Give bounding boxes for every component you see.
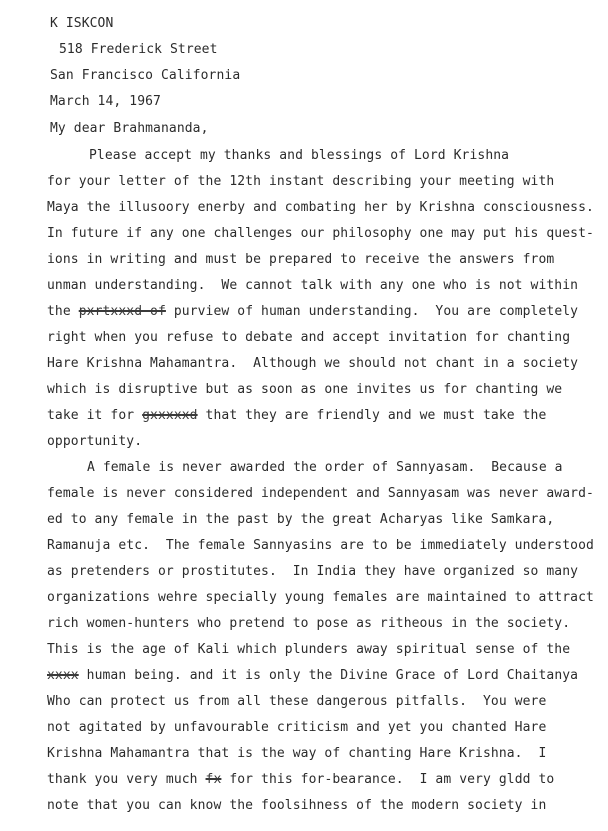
p1-line-7-pre: the [47, 304, 79, 319]
p1-line-6: unman understanding. We cannot talk with any one who is not within [47, 278, 579, 293]
p1-line-7-post: purview of human understanding. You are completely [165, 304, 579, 319]
p1-line-2: for your letter of the 12th instant describing your meeting with [47, 174, 555, 189]
p1-line-3: Maya the illusoory enerby and combating her by Krishna consciousness. [47, 200, 594, 215]
address-street: 518 Frederick Street [59, 42, 218, 57]
struck-text: gxxxxxd [142, 408, 198, 423]
struck-text: xxxx [47, 668, 79, 683]
p1-line-8: right when you refuse to debate and accept invitation for chanting [47, 330, 571, 345]
org-heading: K ISKCON [50, 16, 114, 31]
p2-line-13-pre: thank you very much [47, 772, 206, 787]
p1-line-5: ions in writing and must be prepared to receive the answers from [47, 252, 555, 267]
p2-line-1: A female is never awarded the order of Sannyasam. Because a [87, 460, 563, 475]
p2-line-4: Ramanuja etc. The female Sannyasins are to be immediately understood [47, 538, 594, 553]
p2-line-5: as pretenders or prostitutes. In India they have organized so many [47, 564, 579, 579]
p2-line-13-post: for this for-bearance. I am very gldd to [221, 772, 555, 787]
p2-line-9 [47, 668, 578, 684]
p2-line-7: rich women-hunters who pretend to pose as ritheous in the society. [47, 616, 571, 631]
p2-line-6: organizations wehre specially young females are maintained to attract [47, 590, 594, 605]
p2-line-12: Krishna Mahamantra that is the way of chanting Hare Krishna. I [47, 746, 547, 761]
p2-line-9-post: human being. and it is only the Divine Grace of Lord Chaitanya [78, 668, 579, 683]
p1-line-1: Please accept my thanks and blessings of Lord Krishna [89, 148, 510, 163]
p2-line-2: female is never considered independent and Sannyasam was never award- [47, 486, 594, 501]
p1-line-10: which is disruptive but as soon as one invites us for chanting we [47, 382, 563, 397]
p2-line-10: Who can protect us from all these dangerous pitfalls. You were [47, 694, 547, 709]
struck-text: pxrtxxxd of [78, 304, 166, 319]
p2-line-11: not agitated by unfavourable criticism and yet you chanted Hare [47, 720, 547, 735]
p2-line-3: ed to any female in the past by the great Acharyas like Samkara, [47, 512, 555, 527]
p1-line-12: opportunity. [47, 434, 143, 449]
p1-line-4: In future if any one challenges our philosophy one may put his quest- [47, 226, 594, 241]
salutation: My dear Brahmananda, [50, 121, 209, 136]
p1-line-11-pre: take it for [47, 408, 143, 423]
p1-line-11-post: that they are friendly and we must take the [197, 408, 547, 423]
struck-text: fx [205, 772, 222, 787]
p2-line-13 [47, 772, 554, 788]
address-city: San Francisco California [50, 68, 241, 83]
p2-line-8: This is the age of Kali which plunders away spiritual sense of the [47, 642, 571, 657]
p1-line-9: Hare Krishna Mahamantra. Although we should not chant in a society [47, 356, 579, 371]
p1-line-11 [47, 408, 546, 424]
letter-date: March 14, 1967 [50, 94, 161, 109]
p2-line-14: note that you can know the foolsihness of the modern society in [47, 798, 547, 813]
p1-line-7 [47, 304, 578, 320]
